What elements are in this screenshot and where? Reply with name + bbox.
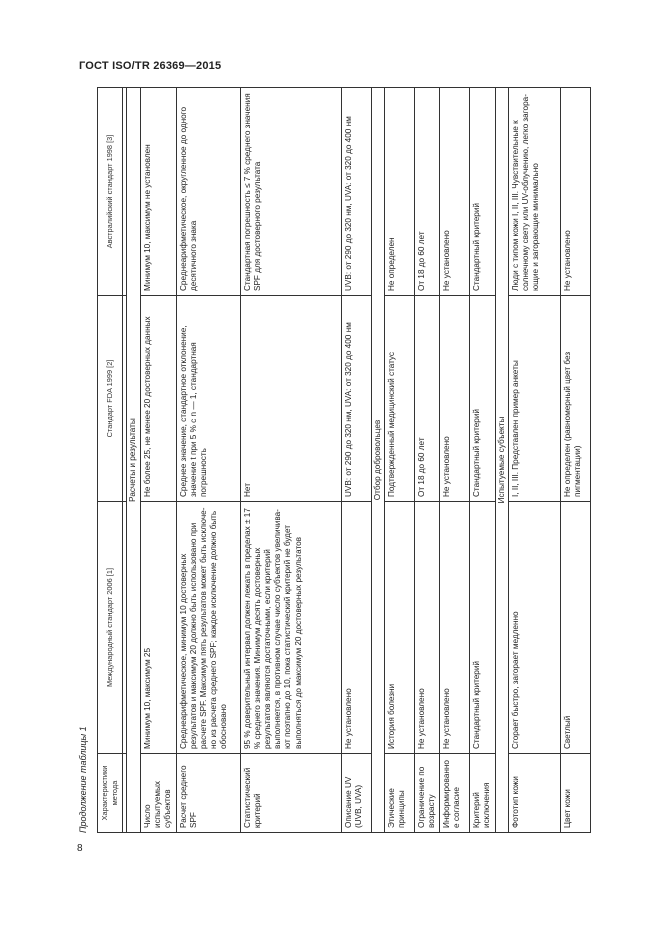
cell-characteristic: Этические принципы xyxy=(384,754,414,833)
cell-characteristic: Цвет кожи xyxy=(560,754,590,833)
cell-international: Не установлено xyxy=(414,502,439,754)
column-header-international: Международный стандарт 2006 [1] xyxy=(98,502,123,754)
rotated-table-area xyxy=(78,88,586,833)
table-row xyxy=(508,88,560,833)
section-title: Отбор добровольцев xyxy=(371,88,384,833)
section-header-row xyxy=(371,88,384,833)
cell-australian: UVB: от 290 до 320 нм, UVA: от 320 до 400 нм xyxy=(341,88,371,296)
cell-international: Стандартный критерий xyxy=(470,502,495,754)
cell-australian: Не установлено xyxy=(440,88,470,296)
cell-australian: Стандартный критерий xyxy=(470,88,495,296)
table-row xyxy=(140,88,176,833)
table-row xyxy=(560,88,590,833)
table-row xyxy=(470,88,495,833)
cell-fda: I, II, III. Представлен пример анкеты xyxy=(508,296,560,502)
cell-international: История болезни xyxy=(384,502,414,754)
cell-international: 95 % доверительный интервал должен лежать в пределах ± 17 % среднего значения. Минимум десять достоверных результатов являются достаточными, если критерий выполняется, в противном случае число субъектов увеличивают поэтапно до 10, пока статистический критерий не будет выполняться до максимум 20 достоверных результатов xyxy=(240,502,341,754)
table-row xyxy=(440,88,470,833)
comparison-table xyxy=(97,87,591,833)
table-row xyxy=(384,88,414,833)
column-header-fda: Стандарт FDA 1999 [2] xyxy=(98,296,123,502)
cell-international: Не установлено xyxy=(341,502,371,754)
cell-australian: Минимум 10, максимум не установлен xyxy=(140,88,176,296)
cell-fda: От 18 до 60 лет xyxy=(414,296,439,502)
cell-fda: Не определен (равномерный цвет без пигментации) xyxy=(560,296,590,502)
table-header-row xyxy=(98,88,123,833)
cell-international: Светлый xyxy=(560,502,590,754)
cell-characteristic: Расчет среднего SPF xyxy=(176,754,240,833)
cell-australian: Люди с типом кожи I, II, III. Чувствительные к солнечному свету или UV-облучению, легко загорающие и загорающие минимально xyxy=(508,88,560,296)
cell-characteristic: Фототип кожи xyxy=(508,754,560,833)
table-row xyxy=(240,88,341,833)
cell-fda: Не более 25, не менее 20 достоверных данных xyxy=(140,296,176,502)
cell-australian: Стандартная погрешность ≤ 7 % среднего значения SPF для достоверного результата xyxy=(240,88,341,296)
cell-characteristic: Критерий исключения xyxy=(470,754,495,833)
cell-fda: Не установлено xyxy=(440,296,470,502)
cell-characteristic: Описание UV (UVB, UVA) xyxy=(341,754,371,833)
cell-characteristic: Ограничение по возрасту xyxy=(414,754,439,833)
column-header-characteristic: Характеристики метода xyxy=(98,754,123,833)
cell-fda: Среднее значение, стандартное отклонение, значение t при 5 % с n — 1, стандартная погрешность xyxy=(176,296,240,502)
page-number: 8 xyxy=(77,843,83,854)
cell-fda: UVB: от 290 до 320 нм, UVA: от 320 до 400 нм xyxy=(341,296,371,502)
cell-fda: Стандартный критерий xyxy=(470,296,495,502)
table-caption: Продолжение таблицы 1 xyxy=(78,726,88,833)
cell-characteristic: Статистический критерий xyxy=(240,754,341,833)
cell-fda: Подтвержденный медицинский статус xyxy=(384,296,414,502)
table-row xyxy=(341,88,371,833)
section-title: Расчеты и результаты xyxy=(127,88,140,833)
cell-characteristic: Число испытуемых субъектов xyxy=(140,754,176,833)
table-row xyxy=(176,88,240,833)
cell-international: Не установлено xyxy=(440,502,470,754)
document-title: ГОСТ ISO/TR 26369—2015 xyxy=(79,60,222,72)
cell-international: Сгорает быстро, загорает медленно xyxy=(508,502,560,754)
column-header-australian: Австралийский стандарт 1998 [3] xyxy=(98,88,123,296)
section-title: Испытуемые субъекты xyxy=(495,88,508,833)
section-header-row xyxy=(127,88,140,833)
cell-australian: От 18 до 60 лет xyxy=(414,88,439,296)
cell-international: Минимум 10, максимум 25 xyxy=(140,502,176,754)
cell-fda: Нет xyxy=(240,296,341,502)
cell-international: Среднеарифметическое, минимум 10 достоверных результатов и максимум 20 должно быть использовано при расчете SPF. Максимум пять результатов может быть исключено из расчета среднего SPF; каждое исключение должно быть обосновано xyxy=(176,502,240,754)
section-header-row xyxy=(495,88,508,833)
table-row xyxy=(414,88,439,833)
cell-australian: Не определен xyxy=(384,88,414,296)
cell-characteristic: Информированное согласие xyxy=(440,754,470,833)
cell-australian: Среднеарифметическое, округленное до одного десятичного знака xyxy=(176,88,240,296)
cell-australian: Не установлено xyxy=(560,88,590,296)
